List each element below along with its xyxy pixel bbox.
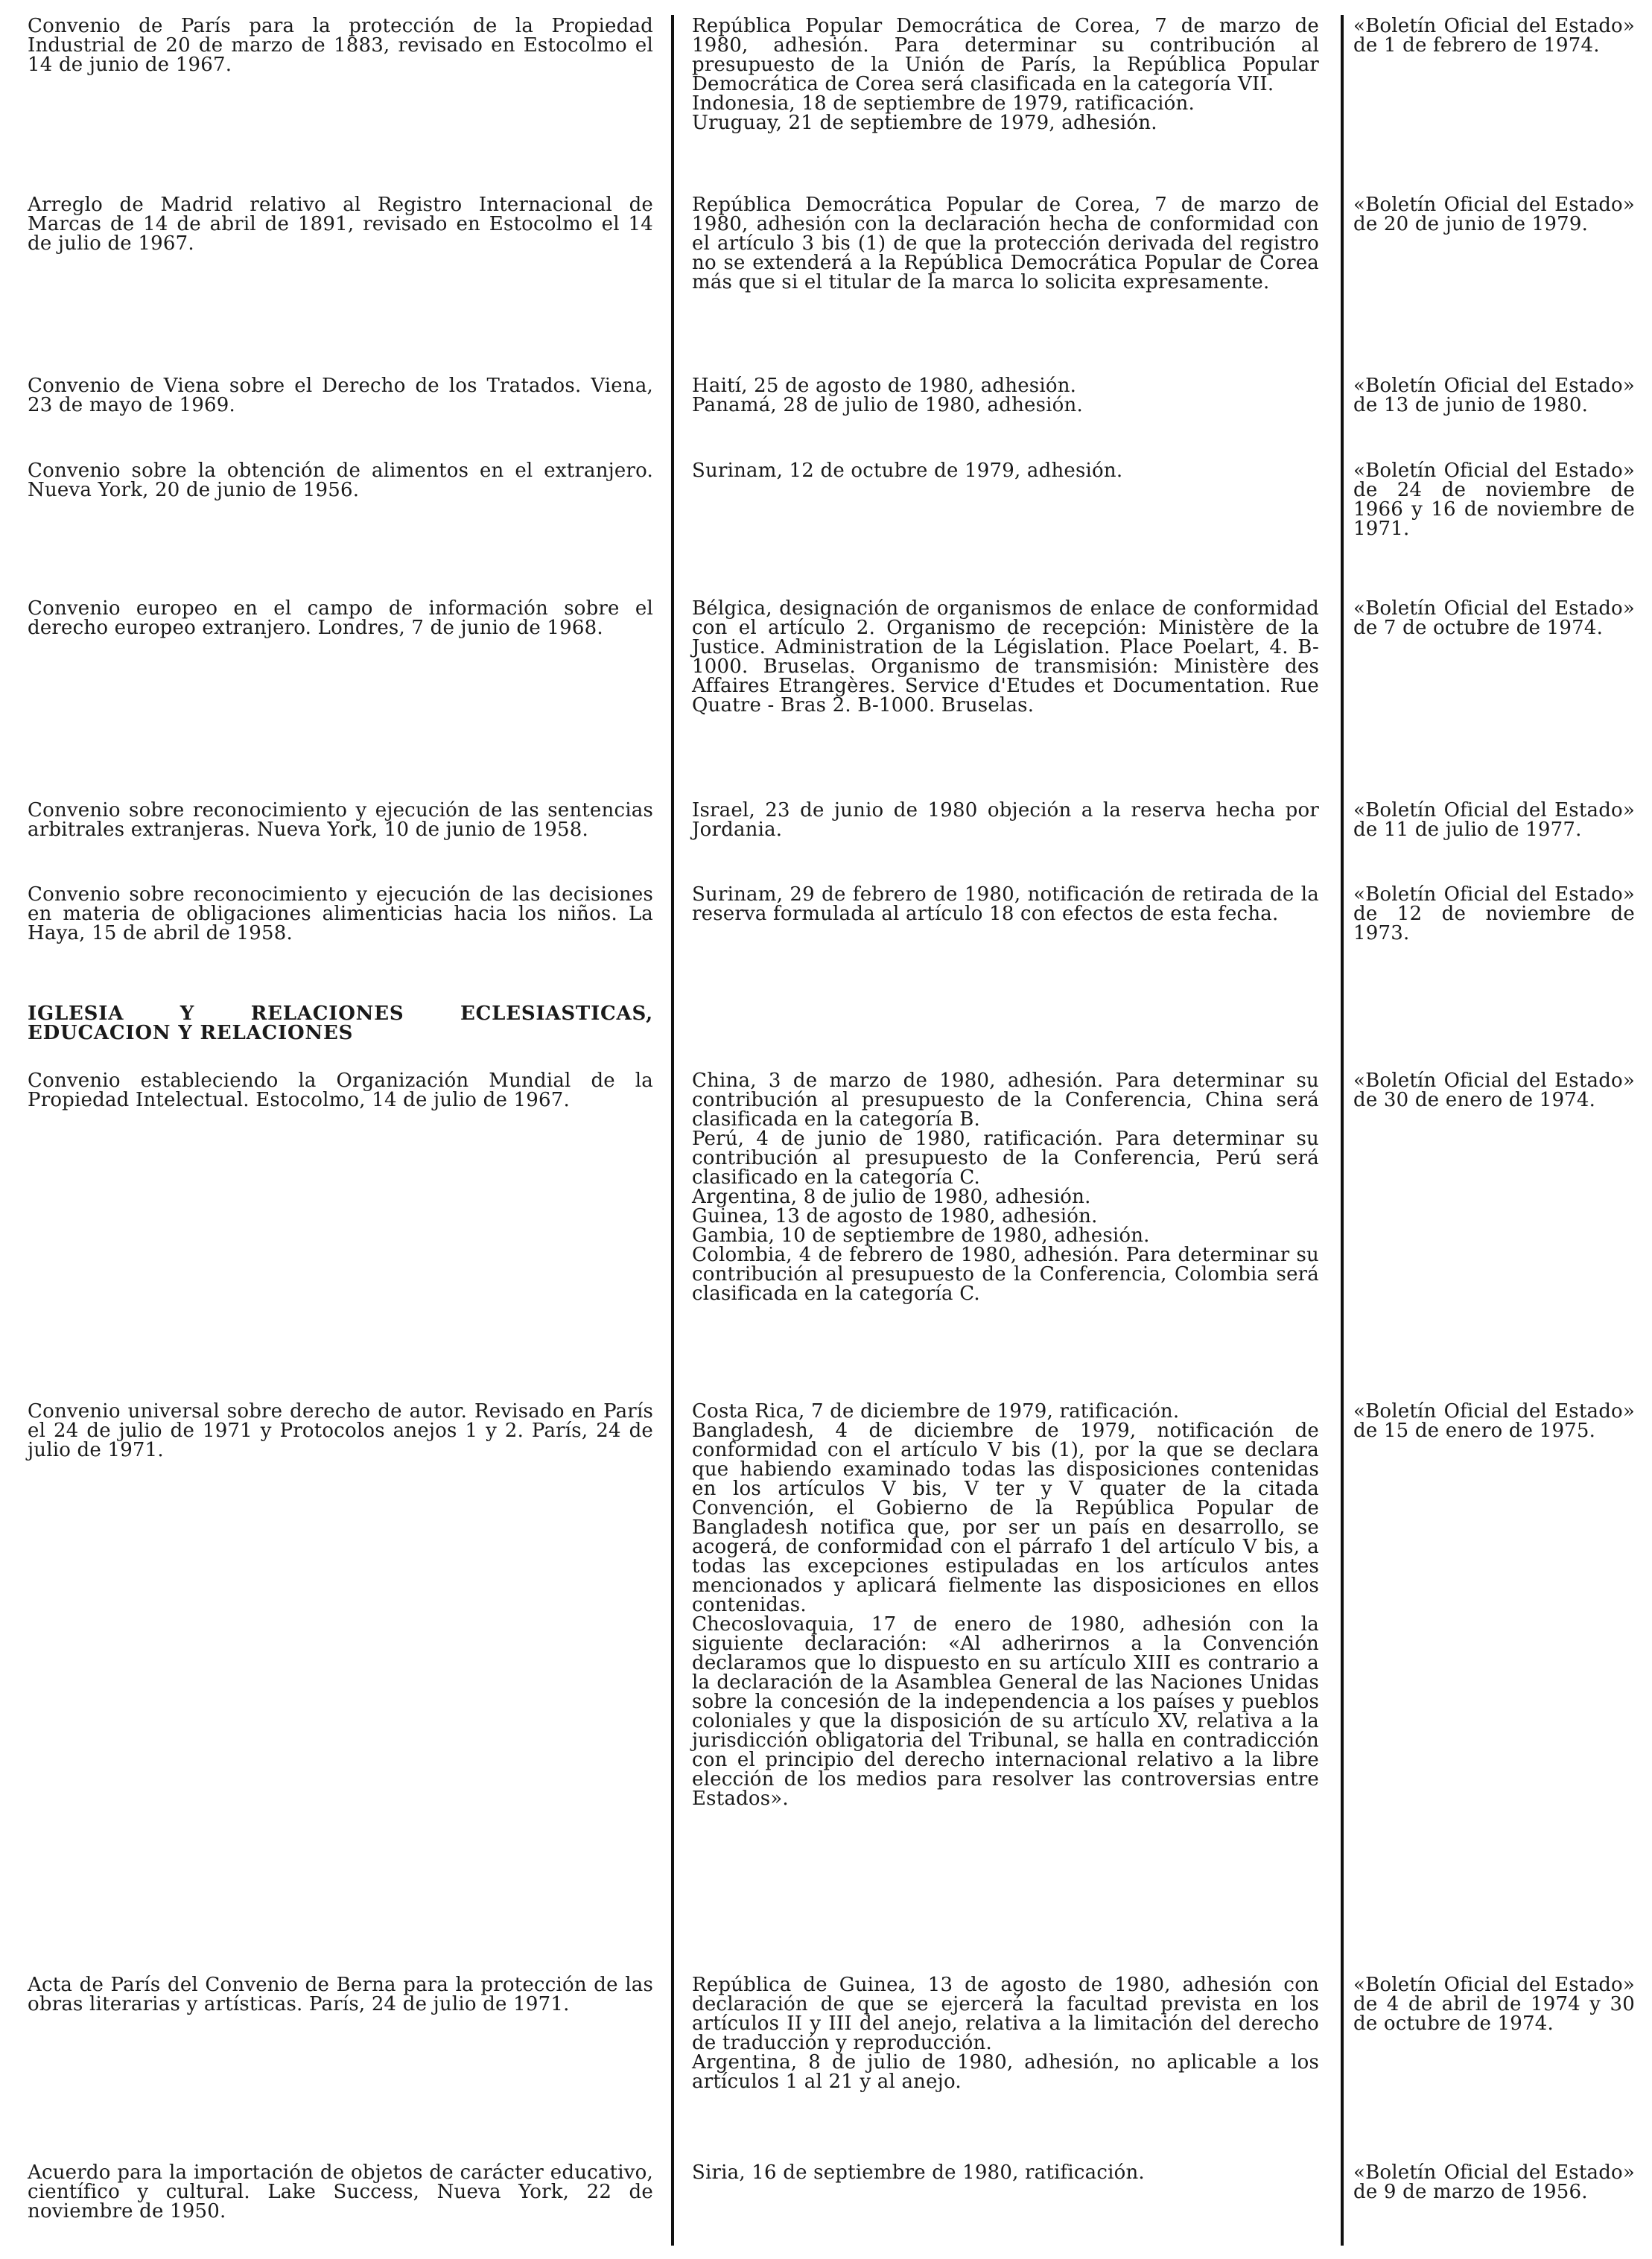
convention-cell: Convenio europeo en el campo de información sobre el derecho europeo extranjero. Londres, 7 de junio de 1968. <box>28 597 653 639</box>
status-cell: Surinam, 12 de octubre de 1979, adhesión. <box>692 460 1123 482</box>
column-rule-right <box>1341 15 1344 2246</box>
status-cell: República de Guinea, 13 de agosto de 1980, adhesión con declaración de que se ejercerá la facultad prevista en los artículos II y III del anejo, relativa a la limitación del derecho de traducción y reproducción. Argentina, 8 de julio de 1980, adhesión, no aplicable a los artículos 1 al 21 y al anejo. <box>692 1974 1319 2093</box>
convention-cell: Acuerdo para la importación de objetos de carácter educativo, científico y cultural. Lake Success, Nueva York, 22 de noviembre de 1950. <box>28 2161 653 2223</box>
section-heading: IGLESIA Y RELACIONES ECLESIASTICAS, EDUCACION Y RELACIONES <box>28 1003 653 1044</box>
status-cell: República Popular Democrática de Corea, 7 de marzo de 1980, adhesión. Para determinar su contribución al presupuesto de la Unión de París, la República Popular Democrática de Corea será clasificada en la categoría VII. Indonesia, 18 de septiembre de 1979, ratificación. Uruguay, 21 de septiembre de 1979, adhesión. <box>692 15 1319 134</box>
reference-cell: «Boletín Oficial del Estado» de 7 de octubre de 1974. <box>1353 597 1635 639</box>
reference-cell: «Boletín Oficial del Estado» de 1 de febrero de 1974. <box>1353 15 1635 57</box>
convention-cell: Arreglo de Madrid relativo al Registro Internacional de Marcas de 14 de abril de 1891, revisado en Estocolmo el 14 de julio de 1967. <box>28 194 653 255</box>
status-cell: Haití, 25 de agosto de 1980, adhesión. Panamá, 28 de julio de 1980, adhesión. <box>692 375 1083 416</box>
status-cell: República Democrática Popular de Corea, 7 de marzo de 1980, adhesión con la declaración hecha de conformidad con el artículo 3 bis (1) de que la protección derivada del registro no se extenderá a la República Democrática Popular de Corea más que si el titular de la marca lo solicita expresamente. <box>692 194 1319 293</box>
reference-cell: «Boletín Oficial del Estado» de 30 de enero de 1974. <box>1353 1070 1635 1111</box>
convention-cell: Convenio sobre reconocimiento y ejecución de las decisiones en materia de obligaciones alimenticias hacia los niños. La Haya, 15 de abril de 1958. <box>28 883 653 944</box>
reference-cell: «Boletín Oficial del Estado» de 24 de noviembre de 1966 y 16 de noviembre de 1971. <box>1353 460 1635 540</box>
reference-cell: «Boletín Oficial del Estado» de 13 de junio de 1980. <box>1353 375 1635 416</box>
status-cell: China, 3 de marzo de 1980, adhesión. Para determinar su contribución al presupuesto de la Conferencia, China será clasificada en la categoría B. Perú, 4 de junio de 1980, ratificación. Para determinar su contribución al presupuesto de la Conferencia, Perú será clasificado en la categoría C. Argentina, 8 de julio de 1980, adhesión. Guinea, 13 de agosto de 1980, adhesión. Gambia, 10 de septiembre de 1980, adhesión. Colombia, 4 de febrero de 1980, adhesión. Para determinar su contribución al presupuesto de la Conferencia, Colombia será clasificada en la categoría C. <box>692 1070 1319 1305</box>
convention-cell: Convenio sobre reconocimiento y ejecución de las sentencias arbitrales extranjeras. Nueva York, 10 de junio de 1958. <box>28 799 653 841</box>
convention-cell: Convenio estableciendo la Organización Mundial de la Propiedad Intelectual. Estocolmo, 14 de julio de 1967. <box>28 1070 653 1111</box>
reference-cell: «Boletín Oficial del Estado» de 11 de julio de 1977. <box>1353 799 1635 841</box>
status-cell: Bélgica, designación de organismos de enlace de conformidad con el artículo 2. Organismo de recepción: Ministère de la Justice. Administration de la Législation. Place Poelart, 4. B-1000. Bruselas. Organismo de transmisión: Ministère des Affaires Etrangères. Service d'Etudes et Documentation. Rue Quatre - Bras 2. B-1000. Bruselas. <box>692 597 1319 717</box>
reference-cell: «Boletín Oficial del Estado» de 20 de junio de 1979. <box>1353 194 1635 235</box>
status-cell: Siria, 16 de septiembre de 1980, ratificación. <box>692 2161 1145 2184</box>
status-cell: Surinam, 29 de febrero de 1980, notificación de retirada de la reserva formulada al artículo 18 con efectos de esta fecha. <box>692 883 1319 925</box>
status-cell: Israel, 23 de junio de 1980 objeción a la reserva hecha por Jordania. <box>692 799 1319 841</box>
convention-cell: Convenio sobre la obtención de alimentos en el extranjero. Nueva York, 20 de junio de 1956. <box>28 460 653 501</box>
convention-cell: Convenio de Viena sobre el Derecho de los Tratados. Viena, 23 de mayo de 1969. <box>28 375 653 416</box>
convention-cell: Convenio de París para la protección de la Propiedad Industrial de 20 de marzo de 1883, revisado en Estocolmo el 14 de junio de 1967. <box>28 15 653 76</box>
reference-cell: «Boletín Oficial del Estado» de 12 de noviembre de 1973. <box>1353 883 1635 944</box>
convention-cell: Convenio universal sobre derecho de autor. Revisado en París el 24 de julio de 1971 y Protocolos anejos 1 y 2. París, 24 de julio de 1971. <box>28 1400 653 1461</box>
reference-cell: «Boletín Oficial del Estado» de 4 de abril de 1974 y 30 de octubre de 1974. <box>1353 1974 1635 2035</box>
column-rule-left <box>671 15 674 2246</box>
convention-cell: Acta de París del Convenio de Berna para la protección de las obras literarias y artísticas. París, 24 de julio de 1971. <box>28 1974 653 2015</box>
status-cell: Costa Rica, 7 de diciembre de 1979, ratificación. Bangladesh, 4 de diciembre de 1979, notificación de conformidad con el artículo V bis (1), por la que se declara que habiendo examinado todas las disposiciones contenidas en los artículos V bis, V ter y V quater de la citada Convención, el Gobierno de la República Popular de Bangladesh notifica que, por ser un país en desarrollo, se acogerá, de conformidad con el párrafo 1 del artículo V bis, a todas las excepciones estipuladas en los artículos antes mencionados y aplicará fielmente las disposiciones en ellos contenidas. Checoslovaquia, 17 de enero de 1980, adhesión con la siguiente declaración: «Al adherirnos a la Convención declaramos que lo dispuesto en su artículo XIII es contrario a la declaración de la Asamblea General de las Naciones Unidas sobre la concesión de la independencia a los países y pueblos coloniales y que la disposición de su artículo XV, relativa a la jurisdicción obligatoria del Tribunal, se halla en contradicción con el principio del derecho internacional relativo a la libre elección de los medios para resolver las controversias entre Estados». <box>692 1400 1319 1810</box>
reference-cell: «Boletín Oficial del Estado» de 15 de enero de 1975. <box>1353 1400 1635 1442</box>
reference-cell: «Boletín Oficial del Estado» de 9 de marzo de 1956. <box>1353 2161 1635 2203</box>
